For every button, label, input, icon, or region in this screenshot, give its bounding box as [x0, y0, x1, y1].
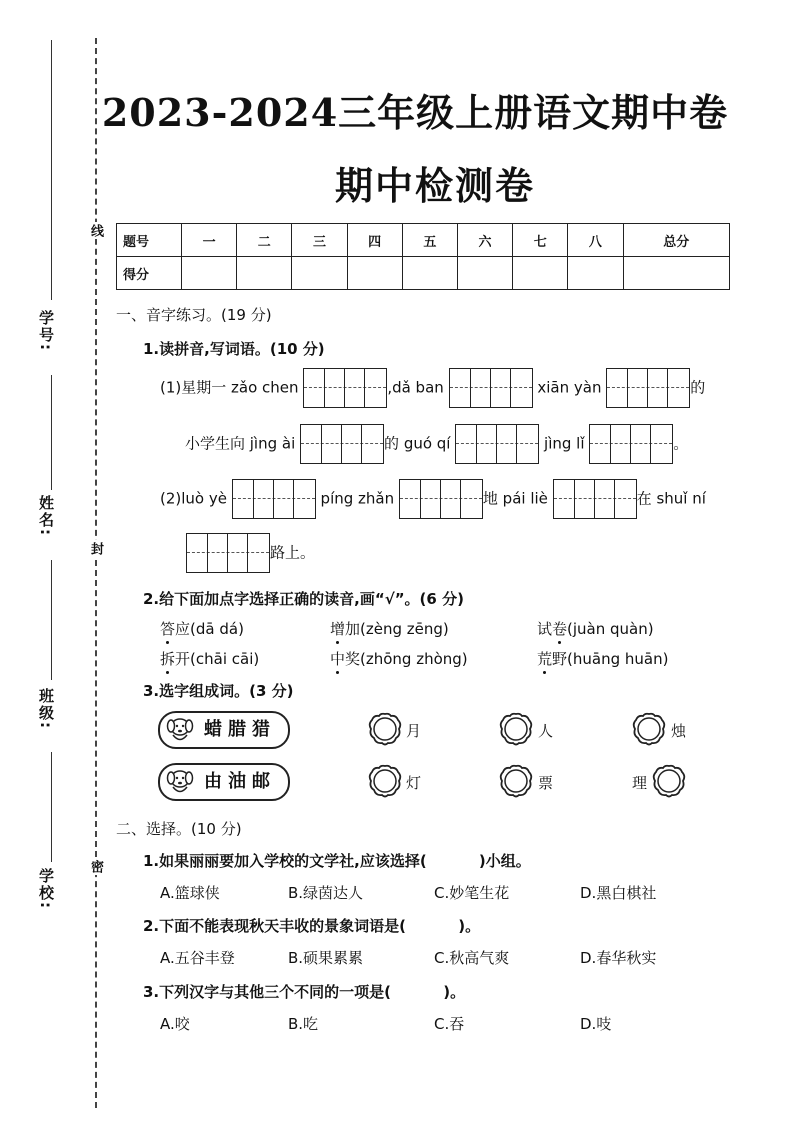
student-id-label: 学号: [37, 310, 55, 352]
school-blank[interactable] [51, 752, 52, 862]
class-blank[interactable] [51, 560, 52, 680]
char-group-1 [158, 711, 290, 749]
score-input-cell[interactable] [623, 257, 730, 290]
reading-option[interactable] [160, 618, 244, 639]
flower-blank-icon[interactable] [368, 712, 402, 746]
reading-option[interactable] [330, 618, 449, 639]
tianzige-grid[interactable] [232, 479, 316, 519]
table-cell: 五 [402, 224, 457, 257]
tianzige-grid[interactable] [186, 533, 270, 573]
mc-option[interactable]: C.秋高气爽 [434, 949, 510, 967]
pinyin-text: ,dǎ ban [387, 378, 444, 397]
table-cell: 三 [292, 224, 347, 257]
reading-option[interactable] [330, 648, 468, 669]
class-label: 班级: [37, 688, 55, 730]
flower-blank-icon[interactable] [499, 764, 533, 798]
tianzige-grid[interactable] [449, 368, 533, 408]
option-text: 奖(zhōng zhòng) [345, 650, 468, 668]
option-text: 野(huāng huān) [552, 650, 669, 668]
table-cell: 得分 [117, 257, 182, 290]
blank-prefix: 理 [632, 774, 648, 792]
flower-blank-icon[interactable] [632, 712, 666, 746]
mc-option[interactable]: B.硕果累累 [288, 949, 364, 967]
pinyin-text: píng zhǎn [320, 489, 395, 508]
q1-line1 [160, 368, 705, 408]
option-text: 试 [537, 620, 553, 638]
dotted-char: 答 [160, 620, 176, 638]
text: 。 [673, 434, 689, 453]
option-text: 应(dā dá) [175, 620, 244, 638]
tianzige-grid[interactable] [300, 424, 384, 464]
table-cell: 二 [237, 224, 292, 257]
pinyin-text: (1)星期一 zǎo chen [160, 378, 299, 397]
blank-suffix: 人 [538, 722, 554, 740]
char-group-text: 蜡腊猎 [204, 719, 276, 740]
mc-option[interactable]: D.黑白棋社 [580, 884, 657, 902]
tianzige-grid[interactable] [606, 368, 690, 408]
name-label: 姓名: [37, 495, 55, 537]
mc-option[interactable]: B.绿茵达人 [288, 884, 364, 902]
text: 的 [690, 378, 706, 397]
dotted-char: 荒 [537, 650, 553, 668]
reading-option[interactable] [537, 648, 668, 669]
score-input-cell[interactable] [402, 257, 457, 290]
q1-line3 [160, 479, 706, 519]
score-table-score-row [117, 257, 730, 290]
option-text: 加(zèng zēng) [345, 620, 449, 638]
table-cell: 七 [513, 224, 568, 257]
table-cell: 六 [457, 224, 512, 257]
section1-heading: 一、音字练习。(19 分) [116, 306, 272, 324]
reading-option[interactable] [537, 618, 654, 639]
mc-option[interactable]: A.咬 [160, 1015, 190, 1033]
tianzige-grid[interactable] [399, 479, 483, 519]
pinyin-text: xiān yàn [537, 378, 602, 397]
bind-mark-seal2: 密 [88, 860, 103, 873]
score-input-cell[interactable] [237, 257, 292, 290]
mc-question-1: 1.如果丽丽要加入学校的文学社,应该选择( )小组。 [143, 852, 531, 870]
score-input-cell[interactable] [182, 257, 237, 290]
reading-option[interactable] [160, 648, 259, 669]
mc-option[interactable]: A.篮球侠 [160, 884, 220, 902]
pinyin-text: (2)luò yè [160, 489, 227, 508]
blank-suffix: 月 [406, 722, 422, 740]
dotted-char: 卷 [552, 620, 568, 638]
score-input-cell[interactable] [457, 257, 512, 290]
flower-blank-icon[interactable] [368, 764, 402, 798]
tianzige-grid[interactable] [455, 424, 539, 464]
bind-mark-line: 线 [88, 224, 103, 237]
mc-option[interactable]: D.春华秋实 [580, 949, 657, 967]
mc-option[interactable]: D.吱 [580, 1015, 612, 1033]
pinyin-text: 的 guó qí [384, 434, 451, 453]
tianzige-grid[interactable] [553, 479, 637, 519]
char-group-text: 由油邮 [204, 771, 276, 792]
mc-option[interactable]: C.妙笔生花 [434, 884, 510, 902]
dotted-char: 增 [330, 620, 346, 638]
score-input-cell[interactable] [513, 257, 568, 290]
pinyin-text: 在 shuǐ ní [636, 489, 706, 508]
q1-line2 [185, 424, 688, 464]
text: 路上。 [270, 543, 316, 562]
pinyin-text: 地 pái liè [482, 489, 548, 508]
table-cell: 总分 [623, 224, 730, 257]
mc-option[interactable]: B.吃 [288, 1015, 319, 1033]
tianzige-grid[interactable] [303, 368, 387, 408]
school-label: 学校: [37, 868, 55, 910]
table-cell: 题号 [117, 224, 182, 257]
score-input-cell[interactable] [568, 257, 623, 290]
mc-option[interactable]: C.吞 [434, 1015, 465, 1033]
flower-blank-icon[interactable] [499, 712, 533, 746]
score-input-cell[interactable] [292, 257, 347, 290]
option-text: (juàn quàn) [567, 620, 654, 638]
pinyin-text: 小学生向 jìng ài [185, 434, 296, 453]
puppy-icon [162, 766, 196, 796]
q1-line4 [186, 533, 315, 573]
page-subtitle: 期中检测卷 [334, 163, 535, 208]
page-title: 2023-2024三年级上册语文期中卷 [101, 90, 729, 135]
option-text: 开(chāi cāi) [175, 650, 260, 668]
flower-blank-icon[interactable] [652, 764, 686, 798]
q2-title: 2.给下面加点字选择正确的读音,画“√”。(6 分) [143, 590, 464, 608]
blank-suffix: 票 [538, 774, 554, 792]
bind-mark-seal: 封 [88, 542, 103, 555]
table-cell: 八 [568, 224, 623, 257]
mc-option[interactable]: A.五谷丰登 [160, 949, 235, 967]
puppy-icon [162, 714, 196, 744]
score-table-header-row [117, 224, 730, 257]
tianzige-grid[interactable] [589, 424, 673, 464]
score-table [116, 223, 730, 290]
blank-suffix: 烛 [671, 722, 687, 740]
blank-suffix: 灯 [406, 774, 422, 792]
q1-title: 1.读拼音,写词语。(10 分) [143, 340, 325, 358]
mc-question-3: 3.下列汉字与其他三个不同的一项是( )。 [143, 983, 466, 1001]
q3-title: 3.选字组成词。(3 分) [143, 682, 294, 700]
dotted-char: 拆 [160, 650, 176, 668]
pinyin-text: jìng lǐ [544, 434, 585, 453]
score-input-cell[interactable] [347, 257, 402, 290]
mc-question-2: 2.下面不能表现秋天丰收的景象词语是( )。 [143, 917, 481, 935]
name-blank[interactable] [51, 375, 52, 490]
table-cell: 一 [182, 224, 237, 257]
dotted-char: 中 [330, 650, 346, 668]
table-cell: 四 [347, 224, 402, 257]
char-group-2 [158, 763, 290, 801]
section2-heading: 二、选择。(10 分) [116, 820, 242, 838]
